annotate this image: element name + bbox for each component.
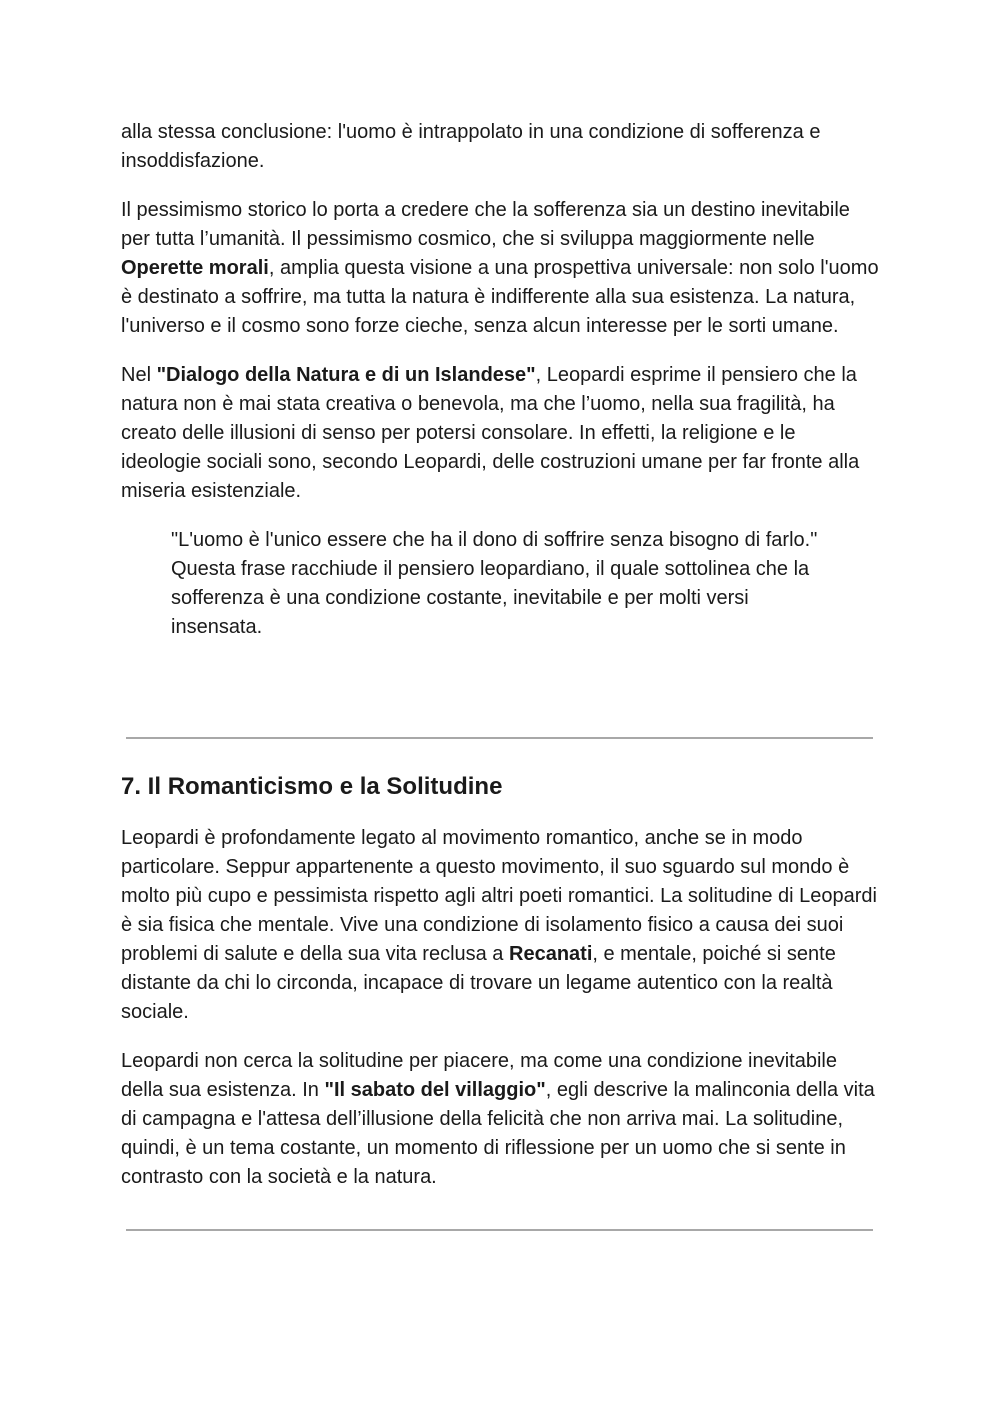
paragraph-romanticism xyxy=(121,824,881,1027)
horizontal-divider xyxy=(126,737,873,739)
paragraph-text: Leopardi non cerca la solitudine per piacere, ma come una condizione inevitabile della sua esistenza. In xyxy=(121,1050,837,1101)
bold-title-operette-morali: Operette morali xyxy=(121,257,269,279)
paragraph-text: , Leopardi esprime il pensiero che la natura non è mai stata creativa o benevola, ma che l’uomo, nella sua fragilità, ha creato delle illusioni di senso per potersi consolare. In effetti, la religione e le ideologie sociali sono, secondo Leopardi, delle costruzioni umane per far fronte alla miseria esistenziale. xyxy=(121,364,860,502)
bold-title-dialogo: "Dialogo della Natura e di un Islandese" xyxy=(156,364,536,386)
paragraph-text: Nel xyxy=(121,364,157,386)
section-romanticismo xyxy=(121,824,881,1192)
paragraph-solitude xyxy=(121,1047,881,1192)
bold-title-sabato: "Il sabato del villaggio" xyxy=(324,1079,546,1101)
document-page xyxy=(121,118,881,1188)
paragraph-text: , e mentale, poiché si sente distante da chi lo circonda, incapace di trovare un legame autentico con la realtà sociale. xyxy=(121,943,836,1023)
paragraph-dialogo xyxy=(121,361,881,506)
paragraph-pessimism xyxy=(121,196,881,341)
quote-comment: Questa frase racchiude il pensiero leopardiano, il quale sottolinea che la sofferenza è una condizione costante, inevitabile e per molti versi insensata. xyxy=(171,558,810,638)
paragraph-text: alla stessa conclusione: l'uomo è intrappolato in una condizione di sofferenza e insoddisfazione. xyxy=(121,121,821,172)
horizontal-divider xyxy=(126,1229,873,1231)
paragraph-text: Leopardi è profondamente legato al movimento romantico, anche se in modo particolare. Seppur appartenente a questo movimento, il suo sguardo sul mondo è molto più cupo e pessimista rispetto agli altri poeti romantici. La solitudine di Leopardi è sia fisica che mentale. Vive una condizione di isolamento fisico a causa dei suoi problemi di salute e della sua vita reclusa a xyxy=(121,827,877,965)
paragraph-text: Il pessimismo storico lo porta a credere che la sofferenza sia un destino inevitabile per tutta l’umanità. Il pessimismo cosmico, che si sviluppa maggiormente nelle xyxy=(121,199,850,250)
paragraph-text: , amplia questa visione a una prospettiva universale: non solo l'uomo è destinato a soffrire, ma tutta la natura è indifferente alla sua esistenza. La natura, l'universo e il cosmo sono forze cieche, senza alcun interesse per le sorti umane. xyxy=(121,257,879,337)
blockquote xyxy=(171,526,831,642)
section-heading: 7. Il Romanticismo e la Solitudine xyxy=(121,773,503,800)
bold-place-recanati: Recanati xyxy=(509,943,593,965)
paragraph-text: , egli descrive la malinconia della vita di campagna e l'attesa dell’illusione della felicità che non arriva mai. La solitudine, quindi, è un tema costante, un momento di riflessione per un uomo che si sente in contrasto con la società e la natura. xyxy=(121,1079,875,1188)
quote-line: "L'uomo è l'unico essere che ha il dono di soffrire senza bisogno di farlo." xyxy=(171,529,818,551)
paragraph-conclusion xyxy=(121,118,881,176)
